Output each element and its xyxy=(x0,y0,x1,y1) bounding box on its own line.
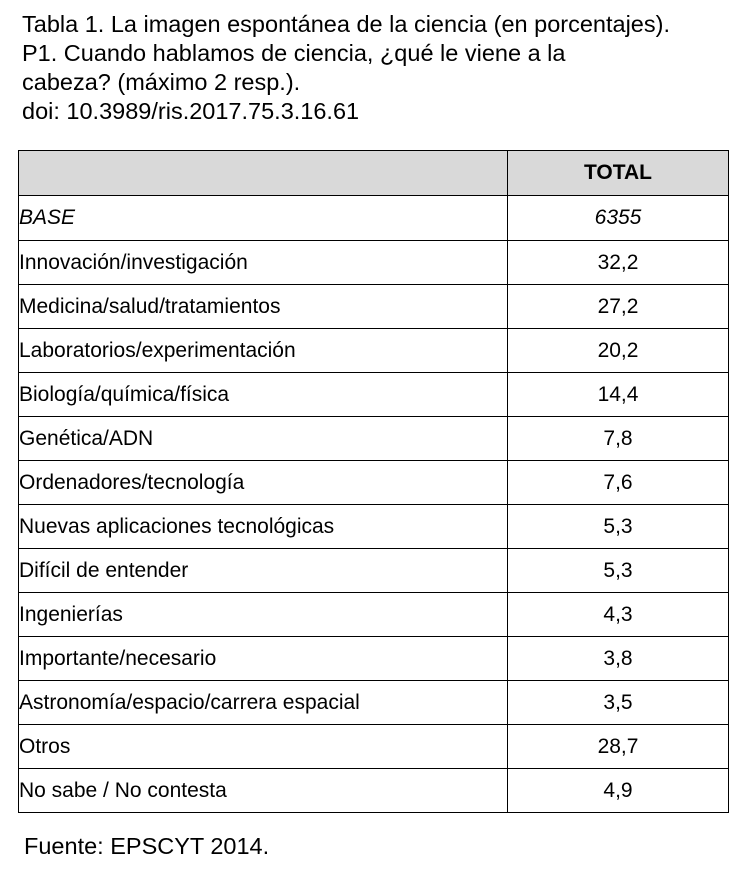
row-value: 7,6 xyxy=(508,461,729,505)
base-label: BASE xyxy=(19,196,508,241)
table-row xyxy=(19,637,729,681)
caption-question: P1. Cuando hablamos de ciencia, ¿qué le viene a la xyxy=(22,40,566,66)
row-label: Medicina/salud/tratamientos xyxy=(19,285,508,329)
header-label-cell xyxy=(19,151,508,196)
table-row xyxy=(19,461,729,505)
caption-title: Tabla 1. La imagen espontánea de la ciencia (en porcentajes). xyxy=(22,11,670,37)
table-row xyxy=(19,769,729,813)
row-label: Otros xyxy=(19,725,508,769)
table-row xyxy=(19,329,729,373)
row-value: 3,5 xyxy=(508,681,729,725)
row-value: 27,2 xyxy=(508,285,729,329)
caption-doi: doi: 10.3989/ris.2017.75.3.16.61 xyxy=(22,98,360,124)
table-row xyxy=(19,725,729,769)
row-label: Biología/química/física xyxy=(19,373,508,417)
table-row xyxy=(19,373,729,417)
table-row xyxy=(19,549,729,593)
source-note: Fuente: EPSCYT 2014. xyxy=(24,833,270,859)
table-row xyxy=(19,593,729,637)
base-value: 6355 xyxy=(508,196,729,241)
table-row xyxy=(19,417,729,461)
row-label: Innovación/investigación xyxy=(19,241,508,285)
row-value: 5,3 xyxy=(508,549,729,593)
row-label: No sabe / No contesta xyxy=(19,769,508,813)
row-value: 32,2 xyxy=(508,241,729,285)
header-total-cell: TOTAL xyxy=(508,151,729,196)
row-label: Importante/necesario xyxy=(19,637,508,681)
row-value: 4,9 xyxy=(508,769,729,813)
row-label: Nuevas aplicaciones tecnológicas xyxy=(19,505,508,549)
row-label: Difícil de entender xyxy=(19,549,508,593)
row-value: 28,7 xyxy=(508,725,729,769)
table-caption xyxy=(22,10,734,126)
table-header-row xyxy=(19,151,729,196)
row-value: 20,2 xyxy=(508,329,729,373)
row-label: Astronomía/espacio/carrera espacial xyxy=(19,681,508,725)
row-value: 7,8 xyxy=(508,417,729,461)
row-label: Genética/ADN xyxy=(19,417,508,461)
table-row xyxy=(19,681,729,725)
row-label: Ingenierías xyxy=(19,593,508,637)
caption-question-continued: cabeza? (máximo 2 resp.). xyxy=(22,69,301,95)
row-value: 5,3 xyxy=(508,505,729,549)
data-table xyxy=(18,150,729,813)
row-value: 3,8 xyxy=(508,637,729,681)
table-row xyxy=(19,241,729,285)
row-label: Laboratorios/experimentación xyxy=(19,329,508,373)
row-value: 4,3 xyxy=(508,593,729,637)
row-label: Ordenadores/tecnología xyxy=(19,461,508,505)
table-row xyxy=(19,505,729,549)
table-row xyxy=(19,285,729,329)
row-value: 14,4 xyxy=(508,373,729,417)
base-row xyxy=(19,196,729,241)
